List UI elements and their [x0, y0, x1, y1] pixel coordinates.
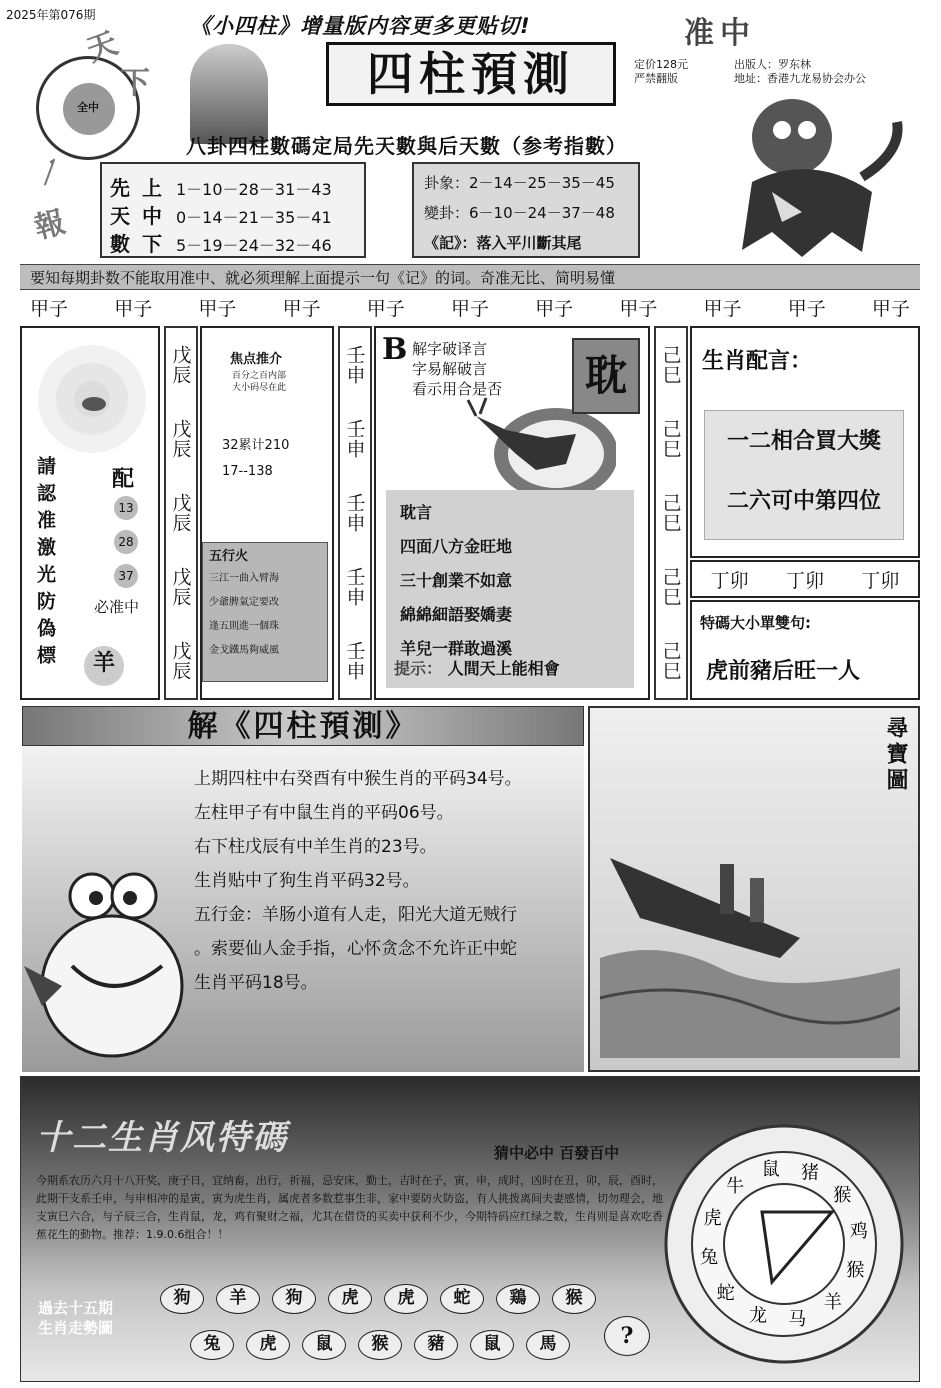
- tema-title: 特碼大小單雙句:: [700, 614, 811, 632]
- dingmao-cell: 丁卯: [861, 569, 900, 592]
- jie-line: 左柱甲子有中鼠生肖的平码06号。: [194, 803, 454, 823]
- trend-pill: 鼠: [302, 1330, 346, 1360]
- wuxing-line: 少爺脾氣定要改: [209, 597, 279, 608]
- column-cell: 戊辰: [169, 493, 192, 533]
- shengxiao-title: 生肖配言：: [702, 348, 813, 374]
- column-jisi: [654, 326, 688, 700]
- lion-illustration: [712, 82, 912, 272]
- bizhun-label: 必准中: [94, 598, 140, 616]
- column-cell: 壬申: [343, 641, 366, 681]
- number-ball: 28: [114, 530, 138, 554]
- number-table: [100, 162, 366, 258]
- jiazi-cell: 甲子: [30, 298, 69, 320]
- trend-pill: 鼠: [470, 1330, 514, 1360]
- jiazi-cell: 甲子: [535, 298, 574, 320]
- side-char-3: 一: [30, 153, 74, 194]
- number-ball: 13: [114, 496, 138, 520]
- left-panel: [20, 326, 160, 700]
- jie-body: [22, 746, 584, 1072]
- trend-pill: 狗: [160, 1284, 204, 1314]
- trend-label: [38, 1298, 113, 1338]
- hint-line: 看示用合是否: [412, 380, 503, 398]
- number-row: [110, 172, 332, 201]
- wheel-zodiac-label: 猴: [833, 1185, 852, 1207]
- trend-pill: 猴: [552, 1284, 596, 1314]
- poem-line: 四面八方金旺地: [400, 537, 513, 556]
- trend-pill: 虎: [384, 1284, 428, 1314]
- column-cell: 壬申: [343, 493, 366, 533]
- jie-line: 上期四柱中右癸酉有中猴生肖的平码34号。: [194, 769, 522, 789]
- b-badge: B: [382, 332, 408, 367]
- dingmao-cell: 丁卯: [710, 569, 749, 592]
- gua-xiang: 卦象：2－14－25－35－45: [424, 174, 615, 192]
- wheel-zodiac-label: 猴: [846, 1259, 865, 1281]
- tip-line: [394, 656, 560, 679]
- tip-text: 人間天上能相會: [447, 659, 560, 678]
- tip-label: 提示：: [394, 659, 443, 678]
- address: 地址：香港九龙易协会办公: [734, 72, 866, 85]
- trend-pill: 羊: [216, 1284, 260, 1314]
- column-cell: 戊辰: [169, 345, 192, 385]
- author-photo: [190, 44, 268, 144]
- jie-line: 五行金：羊肠小道有人走，阳光大道无贼行: [194, 905, 517, 925]
- row-key: 先上: [110, 176, 174, 200]
- wheel-zodiac-label: 虎: [703, 1208, 722, 1230]
- focus-line1: 32累计210: [222, 438, 290, 453]
- column-renshen: [338, 326, 372, 700]
- notice-bar: 要知每期卦数不能取用准中、就必须理解上面提示一句《记》的词。奇准无比、简明易懂: [20, 264, 920, 290]
- column-cell: 壬申: [343, 419, 366, 459]
- wuxing-line: 金戈鐵馬夠威風: [209, 645, 279, 656]
- gua-box: [412, 162, 640, 258]
- treasure-map: [588, 706, 920, 1072]
- column-cell: 戊辰: [169, 567, 192, 607]
- column-cell: 戊辰: [169, 419, 192, 459]
- column-cell: 己巳: [659, 419, 682, 459]
- wheel-zodiac-label: 兔: [700, 1247, 719, 1269]
- laser-label: 請認准激光防偽標: [34, 456, 56, 672]
- wheel-zodiac-label: 龙: [749, 1305, 768, 1327]
- row-values: 5－19－24－32－46: [176, 236, 332, 255]
- jie-line: 生肖平码18号。: [194, 973, 318, 993]
- trend-pill: 蛇: [440, 1284, 484, 1314]
- shengxiao-line: 二六可中第四位: [726, 488, 881, 514]
- jie-line: 右下柱戊辰有中羊生肖的23号。: [194, 837, 437, 857]
- number-ball: 37: [114, 564, 138, 588]
- number-row: [110, 200, 332, 229]
- poem-line: 羊兒一群敢過溪: [400, 639, 513, 658]
- wuxing-box: [202, 542, 328, 682]
- trend-pill: 兔: [190, 1330, 234, 1360]
- wheel-zodiac-label: 鼠: [761, 1159, 780, 1181]
- wheel-zodiac-label: 鸡: [849, 1220, 868, 1242]
- shengxiao-box: [704, 410, 904, 540]
- publisher: 出版人：罗东林: [734, 58, 811, 71]
- column-cell: 壬申: [343, 345, 366, 385]
- number-row: [110, 228, 332, 257]
- issue-number: 2025年第076期: [6, 8, 96, 22]
- row-key: 數下: [110, 232, 174, 256]
- price: 定价128元: [634, 58, 688, 71]
- bottom-title: 十二生肖风特碼: [36, 1118, 288, 1158]
- jiazi-cell: 甲子: [450, 298, 489, 320]
- cartoon-character: [22, 836, 202, 1072]
- trend-pill: 狗: [272, 1284, 316, 1314]
- copyright: 严禁翻版: [634, 72, 678, 85]
- column-cell: 壬申: [343, 567, 366, 607]
- question-pill: ?: [604, 1316, 650, 1356]
- row-key: 天中: [110, 204, 174, 228]
- jiazi-cell: 甲子: [871, 298, 910, 320]
- trend-pill: 豬: [414, 1330, 458, 1360]
- trend-pill: 虎: [246, 1330, 290, 1360]
- corner-text: 准中: [684, 16, 756, 51]
- stamp-text: 全中: [77, 101, 99, 114]
- jie-title: 解《四柱預測》: [22, 706, 584, 746]
- subtitle: 八卦四柱數碼定局先天數與后天數（参考指數）: [186, 134, 627, 158]
- poem-line: 綿綿細語娶嬌妻: [400, 605, 513, 624]
- jiazi-cell: 甲子: [114, 298, 153, 320]
- hint-line: 解字破译言: [412, 340, 488, 358]
- side-char-4: 報: [30, 204, 69, 247]
- pei-label: 配: [112, 466, 135, 492]
- top-banner: 《小四柱》增量版内容更多更贴切!: [190, 14, 531, 38]
- big-character: 耽: [572, 338, 640, 414]
- side-char-2: 下: [120, 66, 150, 101]
- wheel-zodiac-label: 马: [788, 1308, 807, 1330]
- column-cell: 戊辰: [169, 641, 192, 681]
- wheel-zodiac-label: 羊: [823, 1292, 842, 1314]
- jiazi-row: [20, 292, 920, 322]
- tema-text: 虎前豬后旺一人: [706, 658, 861, 684]
- wuxing-title: 五行火: [209, 549, 249, 564]
- dingmao-row: [690, 560, 920, 598]
- price-info: [634, 58, 688, 86]
- side-char-1: 天: [82, 25, 123, 69]
- poem-title: 耽言: [400, 503, 433, 522]
- focus-title: 焦点推介: [230, 352, 283, 367]
- column-cell: 己巳: [659, 567, 682, 607]
- focus-sub2: 大小码尽在此: [232, 383, 287, 393]
- wheel-zodiac-label: 猪: [800, 1162, 819, 1184]
- trend-label-2: 生肖走勢圖: [38, 1319, 114, 1337]
- jie-line: 。索要仙人金手指，心怀贪念不允许正中蛇: [194, 939, 517, 959]
- trend-pill: 馬: [526, 1330, 570, 1360]
- gua-bian: 變卦：6－10－24－37－48: [424, 204, 615, 222]
- treasure-label: 尋寶圖: [883, 716, 909, 794]
- column-cell: 己巳: [659, 641, 682, 681]
- wuxing-line: 逢五則進一個珠: [209, 621, 279, 632]
- jiazi-cell: 甲子: [703, 298, 742, 320]
- jiazi-cell: 甲子: [619, 298, 658, 320]
- tema-panel: [690, 600, 920, 700]
- page-title: 四柱預測: [326, 42, 616, 106]
- focus-sub1: 百分之百内部: [232, 371, 287, 381]
- dingmao-cell: 丁卯: [785, 569, 824, 592]
- wheel-zodiac-label: 牛: [726, 1175, 745, 1197]
- jiazi-cell: 甲子: [282, 298, 321, 320]
- trend-label-1: 過去十五期: [38, 1299, 114, 1317]
- forecast-paragraph: 今期系农历六月十八开奖，庚子日，宜纳畜，出行，祈福，忌安床，勤土，吉时在子，寅，申，成时，凶时在丑，卯，辰，酉时，此期干支系壬申，与申相冲的是寅，寅为虎生肖，属虎者多数惹事生非，家中要防火防盗，有人挑拨离间夫妻感情，切勿理会，地支寅巳六合，与子辰三合，生肖鼠，龙，鸡有聚财之福，尤其在借贷的买卖中获利不少，今期特码应红绿之数，生肖则是喜欢吃香蕉花生的動物。推荐：1.9.0.6组合！！: [36, 1174, 663, 1241]
- column-cell: 己巳: [659, 493, 682, 533]
- column-wuchen: [164, 326, 198, 700]
- trend-pill: 猴: [358, 1330, 402, 1360]
- jiazi-cell: 甲子: [787, 298, 826, 320]
- zodiac-wheel: [662, 1112, 906, 1374]
- focus-line2: 17--138: [222, 464, 273, 479]
- slogan: 猜中必中 百發百中: [494, 1144, 620, 1162]
- poem-line: 三十創業不如意: [400, 571, 513, 590]
- animal-badge: 羊: [84, 646, 124, 686]
- wuxing-line: 三江一曲入臂海: [209, 573, 279, 584]
- shengxiao-line: 一二相合買大獎: [726, 428, 881, 454]
- hint-line: 字易解破言: [412, 360, 488, 378]
- spiral-graphic: [32, 334, 152, 464]
- trend-pill: 鶏: [496, 1284, 540, 1314]
- column-cell: 己巳: [659, 345, 682, 385]
- jiazi-cell: 甲子: [198, 298, 237, 320]
- trend-pill: 虎: [328, 1284, 372, 1314]
- gua-ji: 《記》：落入平川斷其尾: [424, 234, 582, 252]
- jiazi-cell: 甲子: [366, 298, 405, 320]
- row-values: 0－14－21－35－41: [176, 208, 332, 227]
- boat-illustration: [600, 818, 900, 1058]
- wheel-zodiac-label: 蛇: [716, 1282, 735, 1304]
- jie-line: 生肖贴中了狗生肖平码32号。: [194, 871, 420, 891]
- row-values: 1－10－28－31－43: [176, 180, 332, 199]
